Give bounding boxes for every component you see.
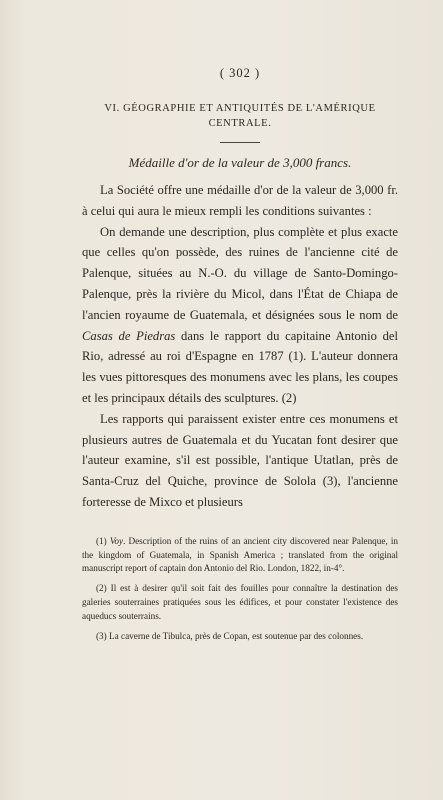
- footnote-1-text: . Description of the ruins of an ancient city discovered near Palenque, in the kingdom of Guatemala, in Spanish America ; translated from the original manuscript report of captain don Antonio del Rio. London, 1822, in-4°.: [82, 535, 398, 574]
- footnote-1-mark: (1): [96, 535, 110, 546]
- paragraph-text: dans le rapport du capitaine Antonio del Rio, adressé au roi d'Espagne en 1787 (1). L'auteur donnera les vues pittoresques des monumens avec les plans, les coupes et les principaux détails des sculptures. (2): [82, 328, 399, 405]
- section-heading: [82, 101, 398, 131]
- prize-title: Médaille d'or de la valeur de 3,000 francs.: [128, 155, 352, 170]
- footnote-2: (2) Il est à desirer qu'il soit fait des fouilles pour connaître la destination des galeries souterraines pratiquées sous les édifices, et pour constater l'existence des aqueducs souterrains.: [82, 583, 398, 621]
- paragraph-text: On demande une description, plus complète et plus exacte que celles qu'on possède, des ruines de l'ancienne cité de Palenque, situées au N.-O. du village de Santo-Domingo-Palenque, près la rivière du Micol, dans l'État de Chiapa de l'ancien royaume de Guatemala, et désignées sous le nom de: [82, 224, 398, 322]
- paragraph-prize-offer: La Société offre une médaille d'or de la valeur de 3,000 fr. à celui qui aura le mieux rempli les conditions suivantes :: [82, 183, 398, 218]
- footnotes: [82, 535, 398, 644]
- text-block: [82, 66, 398, 649]
- section-heading-line2: CENTRALE.: [208, 118, 272, 129]
- paragraph-palenque-description: [82, 222, 398, 409]
- footnote-3: (3) La caverne de Tibulca, près de Copan, est soutenue par des colonnes.: [96, 630, 364, 641]
- paragraph-related-monuments: Les rapports qui paraissent exister entre ces monumens et plusieurs autres de Guatemala et du Yucatan font desirer que l'auteur examine, s'il est possible, l'antique Utatlan, près de Santa-Cruz del Quiche, province de Solola (3), l'ancienne forteresse de Mixco et plusieurs: [82, 411, 398, 509]
- casas-de-piedras-italic: Casas de Piedras: [82, 328, 176, 343]
- section-heading-line1: VI. GÉOGRAPHIE ET ANTIQUITÉS DE L'AMÉRIQUE: [104, 103, 376, 114]
- footnote-1: [82, 535, 398, 576]
- heading-rule: [220, 142, 260, 143]
- footnote-1-voy: Voy: [109, 535, 124, 546]
- page-number: ( 302 ): [219, 66, 261, 80]
